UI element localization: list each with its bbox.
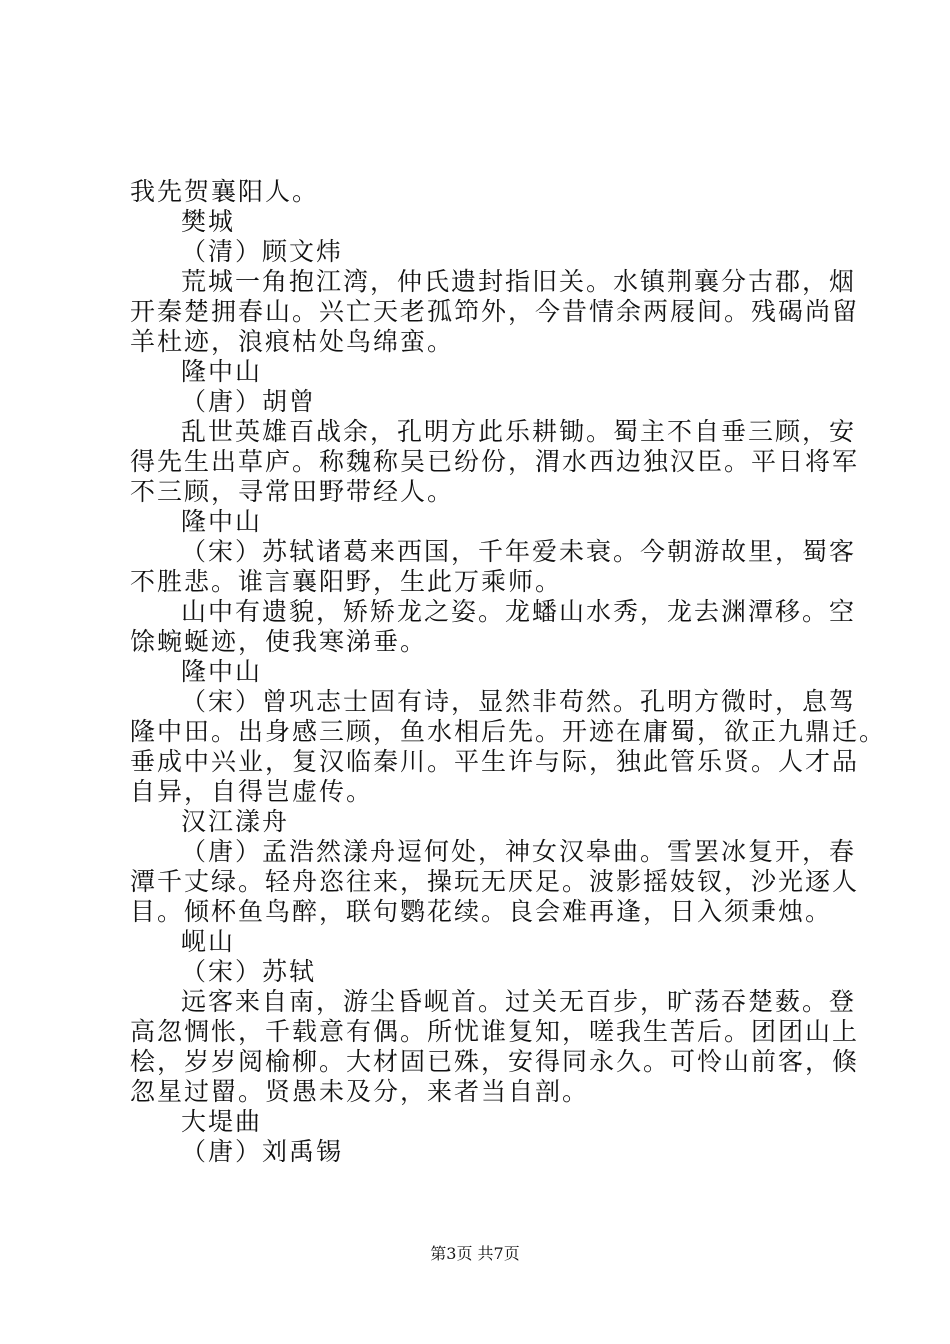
text-line: 馀蜿蜒迹，使我寒涕垂。 [130, 627, 428, 656]
text-line: 垂成中兴业，复汉临秦川。平生许与际，独此管乐贤。人才品 [130, 747, 860, 776]
text-line: 隆中田。出身感三顾，鱼水相后先。开迹在庸蜀，欲正九鼎迁。 [130, 717, 887, 746]
text-line: （唐）刘禹锡 [181, 1137, 344, 1166]
text-line: 羊杜迹，浪痕枯处鸟绵蛮。 [130, 327, 455, 356]
text-line: 山中有遗貌，矫矫龙之姿。龙蟠山水秀，龙去渊潭移。空 [181, 597, 857, 626]
text-line: 隆中山 [181, 357, 263, 386]
text-line: 荒城一角抱江湾，仲氏遗封指旧关。水镇荆襄分古郡，烟 [181, 267, 857, 296]
text-line: 樊城 [181, 207, 236, 236]
text-line: 高忽惆怅，千载意有偶。所忧谁复知，嗟我生苦后。团团山上 [130, 1017, 860, 1046]
text-line: 岘山 [181, 927, 236, 956]
text-line: 潭千丈绿。轻舟恣往来，操玩无厌足。波影摇妓钗，沙光逐人 [130, 867, 860, 896]
text-line: 我先贺襄阳人。 [130, 177, 320, 206]
text-line: 汉江漾舟 [181, 807, 290, 836]
text-line: 忽星过罶。贤愚未及分，来者当自剖。 [130, 1077, 590, 1106]
text-line: 大堤曲 [181, 1107, 263, 1136]
text-line: 不三顾，寻常田野带经人。 [130, 477, 455, 506]
text-line: 目。倾杯鱼鸟醉，联句鹦花续。良会难再逢，日入须秉烛。 [130, 897, 833, 926]
text-line: （宋）苏轼 [181, 957, 317, 986]
text-line: （清）顾文炜 [181, 237, 344, 266]
text-line: 桧，岁岁阅榆柳。大材固已殊，安得同永久。可怜山前客，倏 [130, 1047, 860, 1076]
text-line: 得先生出草庐。称魏称吴已纷份，渭水西边独汉臣。平日将军 [130, 447, 860, 476]
text-line: 自异，自得岂虚传。 [130, 777, 374, 806]
text-line: （宋）曾巩志士固有诗，显然非苟然。孔明方微时，息驾 [181, 687, 857, 716]
text-line: （宋）苏轼诸葛来西国，千年爱未衰。今朝游故里，蜀客 [181, 537, 857, 566]
page-footer: 第3页 共7页 [430, 1244, 520, 1263]
text-line: 开秦楚拥春山。兴亡天老孤笻外，今昔情余两屐间。残碣尚留 [130, 297, 860, 326]
text-line: （唐）胡曾 [181, 387, 317, 416]
poem-text-block [130, 177, 887, 1167]
text-line: 隆中山 [181, 507, 263, 536]
text-line: 不胜悲。谁言襄阳野，生此万乘师。 [130, 567, 563, 596]
text-line: 远客来自南，游尘昏岘首。过关无百步，旷荡吞楚薮。登 [181, 987, 857, 1016]
text-line: 隆中山 [181, 657, 263, 686]
text-line: （唐）孟浩然漾舟逗何处，神女汉皋曲。雪罢冰复开，春 [181, 837, 857, 866]
text-line: 乱世英雄百战余，孔明方此乐耕锄。蜀主不自垂三顾，安 [181, 417, 857, 446]
